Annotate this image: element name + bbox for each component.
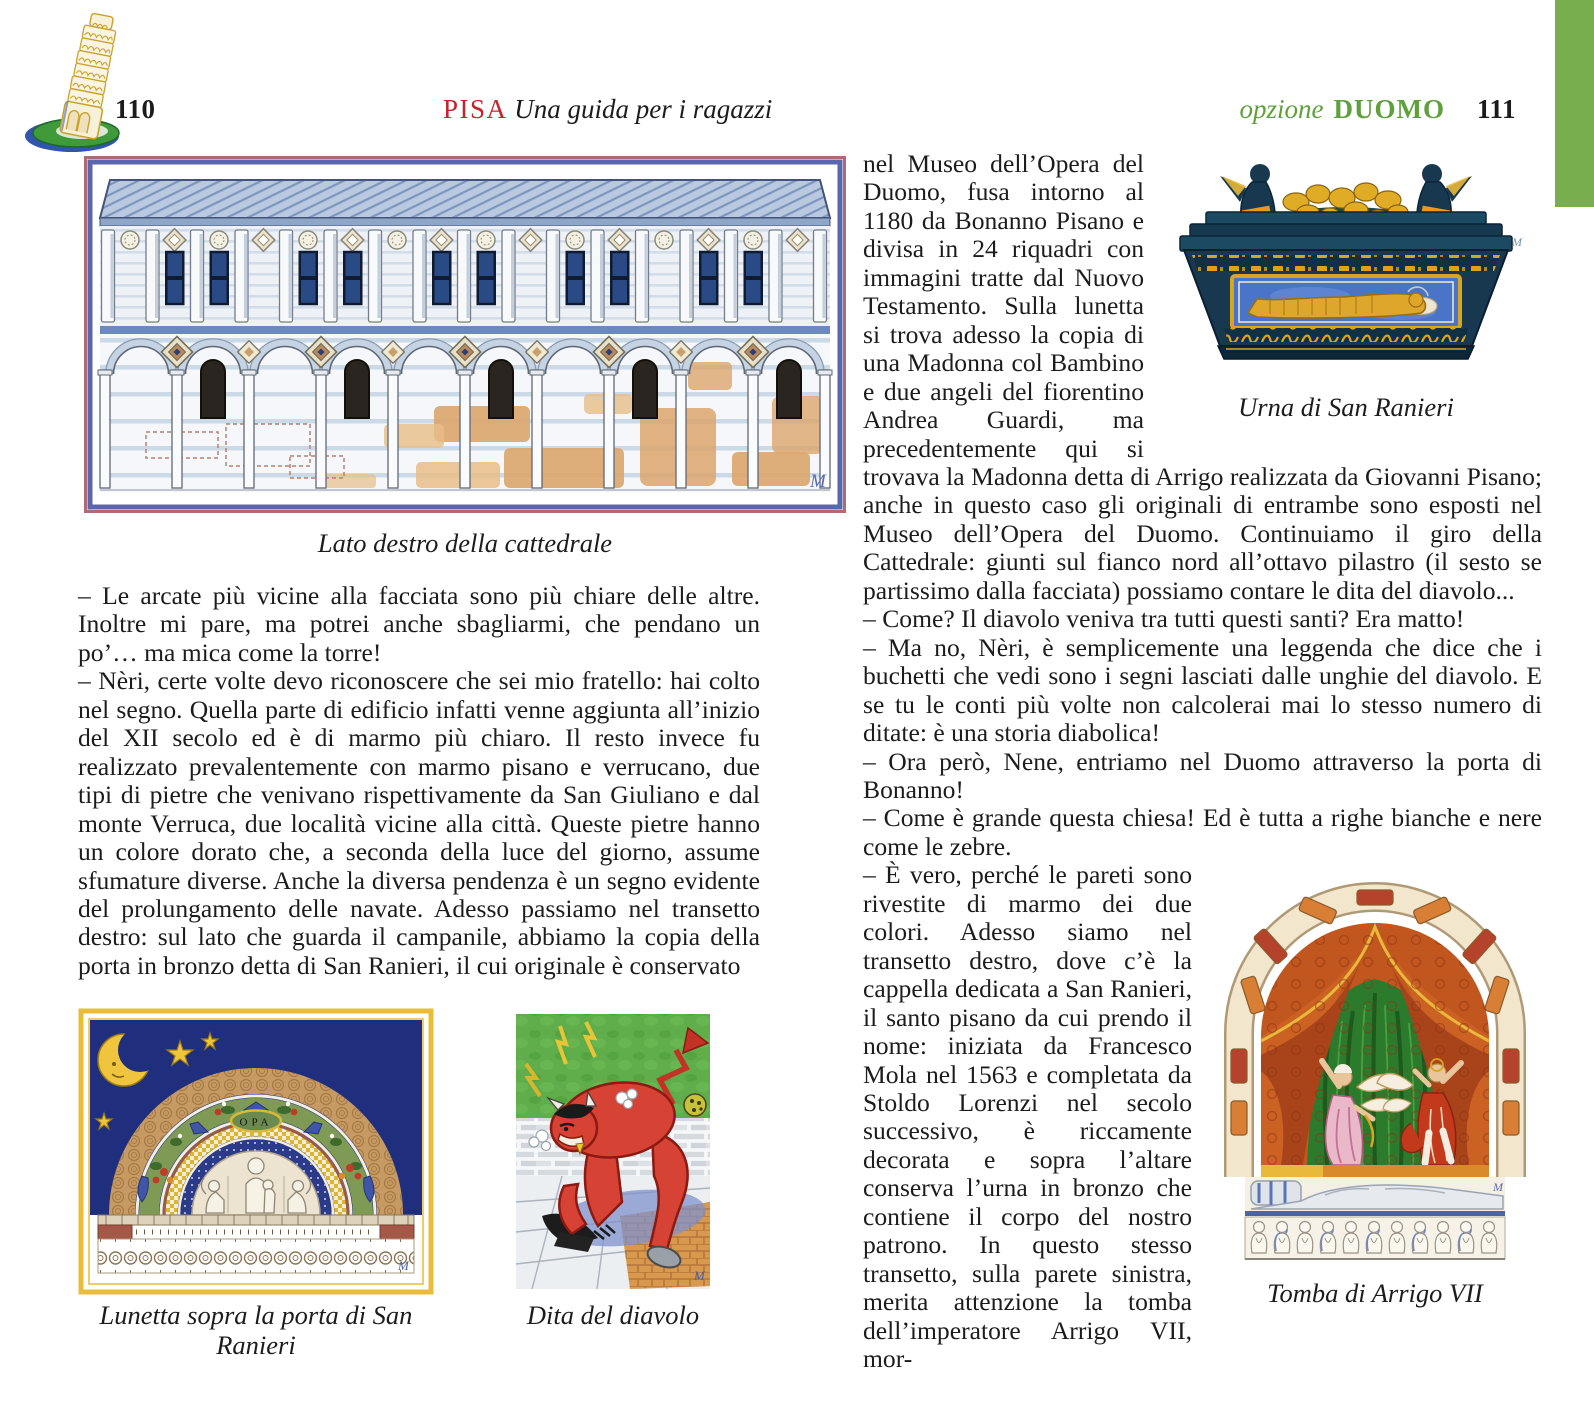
tower-body xyxy=(60,11,121,139)
lintel-and-frieze xyxy=(98,1215,414,1273)
paragraph: – Come? Il diavolo veniva tra tutti questi santi? Era matto! xyxy=(863,604,1465,634)
paragraph: – Nèri, certe volte devo riconoscere che sei mio fratello: hai colto nel segno. Quella parte di edificio infatti venne aggiunta all’inizio del XII secolo ed è di marmo più chiaro. Il resto invece fu realizzato prevalentemente con marmo pisano e verrucano, due tipi di pietre che venivano rispettivamente da San Giuliano e dal monte Verruca, due località vicine alla città. Queste pietre hanno un colore dorato che, a seconda della luce del giorno, assume sfumature diverse. Anche la diversa pendenza è un segno evidente del prolungamento delle navate. Adesso passiamo nel transetto destro: sul lato che guarda il campanile, abbiamo la copia della porta in bronzo detta di San Ranieri, il cui originale è conservato xyxy=(78,666,760,980)
page-number-right: 111 xyxy=(1477,94,1517,124)
caption-urna: Urna di San Ranieri xyxy=(1238,392,1454,423)
page-number-left: 110 xyxy=(115,94,156,124)
section-option-label: opzione xyxy=(1239,94,1324,124)
artist-monogram: M xyxy=(1493,1180,1503,1195)
artist-monogram: M xyxy=(398,1258,409,1273)
cathedral-side-illustration xyxy=(84,156,846,513)
running-title-subtitle: Una guida per i ragazzi xyxy=(514,94,773,124)
urna-illustration xyxy=(1160,150,1532,378)
artist-monogram: M xyxy=(810,471,826,492)
running-title-brand: PISA xyxy=(443,94,508,124)
tomba-illustration xyxy=(1215,865,1535,1263)
running-title-left xyxy=(443,92,772,126)
caption-devil: Dita del diavolo xyxy=(526,1300,700,1330)
paragraph: nel Museo dell’Opera del Duomo, fusa intorno al 1180 da Bonanno Pisano e divisa in 24 riquadri con immagini tratte dal Nuovo Testamento. Sulla lunetta si trova adesso la copia di una Madonna col Bambino e due angeli del fiorentino Andrea Guardi, ma precedentemente qui si trovava la Madonna detta di Arrigo realizzata da Giovanni Pisano; anche in questo caso gli originali di entrambe sono esposti nel Museo dell’Opera del Duomo. Continuiamo il giro della Cattedrale: giunti sul fianco nord all’ottavo pilastro (il sesto se partissimo dalla facciata) possiamo contare le dita del diavolo... xyxy=(863,149,1542,605)
artist-monogram: M xyxy=(1512,235,1522,249)
paragraph: – Le arcate più vicine alla facciata sono più chiare delle altre. Inoltre mi pare, ma potrei anche sbagliarmi, che pendano un po’… ma mica come la torre! xyxy=(78,581,760,667)
opa-plaque xyxy=(231,1111,281,1132)
running-title-right xyxy=(1240,92,1445,126)
right-page-text xyxy=(863,150,1542,1373)
roof xyxy=(100,180,830,218)
caption-lunetta: Lunetta sopra la porta di San Ranieri xyxy=(99,1300,413,1360)
opa-inscription: OPA xyxy=(239,1116,273,1129)
paragraph: – Ora però, Nene, entriamo nel Duomo attraverso la porta di Bonanno! xyxy=(863,746,1542,804)
lunetta-illustration xyxy=(78,1008,434,1296)
section-name: DUOMO xyxy=(1333,94,1445,124)
artist-monogram: M xyxy=(694,1268,705,1283)
caption-tomba: Tomba di Arrigo VII xyxy=(1267,1277,1483,1308)
paragraph: – È vero, perché le pareti sono rivestite di marmo dei due colori. Adesso siamo nel transetto destro, dove c’è la cappella dedicata a San Ranieri, il santo pisano da cui prendo il nome: iniziata da Francesco Mola nel 1563 e completata da Stoldo Lorenzi nel secolo successivo, è riccamente decorata e sopra l’altare conserva l’urna in bronzo che contiene il corpo del nostro patrono. In questo stesso transetto, sulla parete sinistra, merita attenzione la tomba dell’imperatore Arrigo VII, mor- xyxy=(863,860,1192,1374)
left-page-text xyxy=(78,582,760,980)
urna-figure xyxy=(1150,150,1542,422)
paragraph: – Come è grande questa chiesa! Ed è tutta a righe bianche e nere come le zebre. xyxy=(863,803,1542,861)
effigy xyxy=(1245,1177,1505,1211)
paragraph: – Ma no, Nèri, è semplicemente una leggenda che dice che i buchetti che vedi sono i segni lasciati dalle unghie del diavolo. E se tu le conti più volte non calcolerai mai lo stesso numero di ditate: è una storia diabolica! xyxy=(863,632,1542,748)
base-frieze xyxy=(1245,1217,1505,1259)
caption-cathedral: Lato destro della cattedrale xyxy=(317,528,613,558)
devil-illustration xyxy=(502,1006,724,1292)
leaning-tower-logo-icon xyxy=(22,4,134,162)
tomba-figure xyxy=(1208,865,1542,1307)
chapter-tab xyxy=(1555,0,1594,207)
beetle-icon xyxy=(684,1094,706,1116)
